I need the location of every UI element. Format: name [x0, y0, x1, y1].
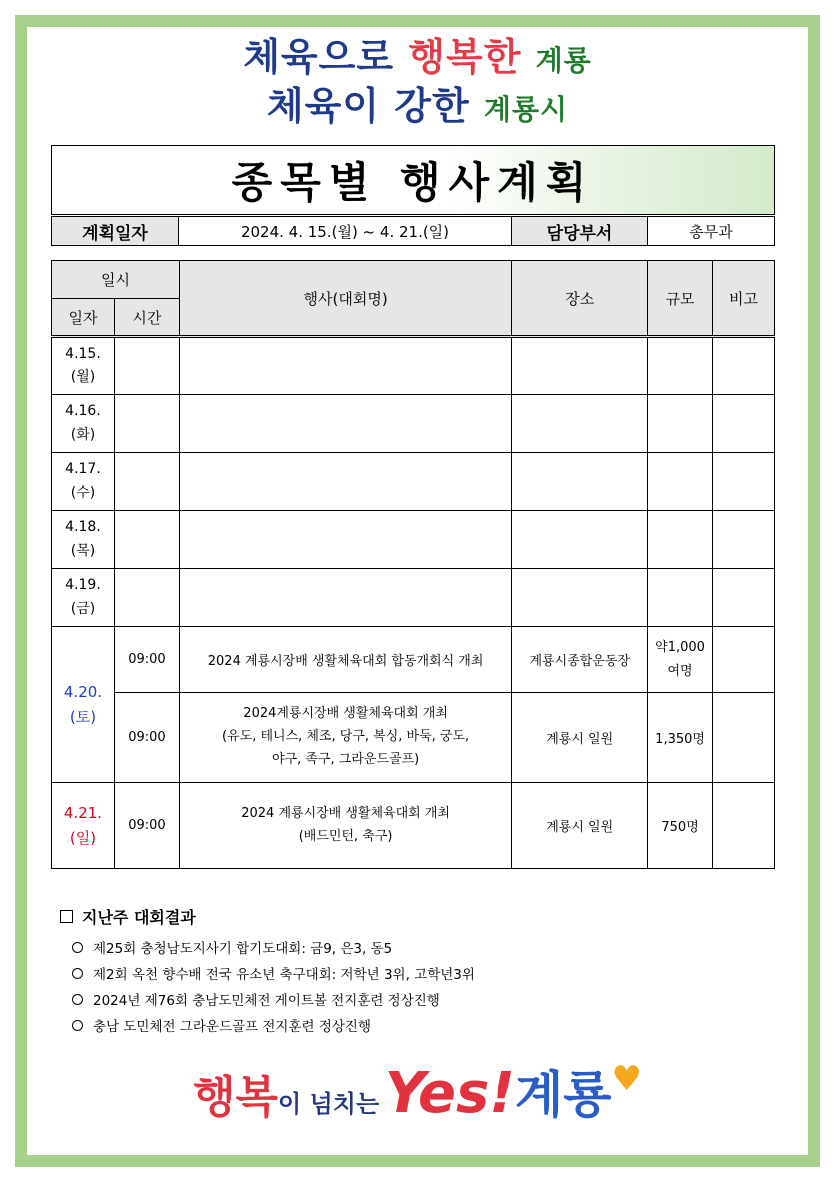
heart-icon: ♥	[611, 1059, 642, 1099]
result-text: 충남 도민체전 그라운드골프 전지훈련 정상진행	[93, 1019, 371, 1035]
day-text: (일)	[69, 828, 97, 847]
place-cell: 계룡시 일원	[512, 693, 648, 783]
list-item	[60, 934, 780, 960]
result-text: 2024년 제76회 충남도민체전 게이트볼 전지훈련 정상진행	[93, 993, 440, 1009]
table-row	[52, 337, 775, 395]
date-cell	[52, 337, 115, 395]
square-bullet-icon	[60, 910, 73, 923]
header-time: 시간	[114, 299, 179, 337]
result-text: 제25회 충청남도지사기 합기도대회: 금9, 은3, 동5	[93, 941, 393, 957]
date-text: 4.21.	[63, 803, 103, 822]
slogan-line-1	[0, 26, 835, 81]
results-heading	[60, 905, 780, 928]
table-row	[52, 511, 775, 569]
event-text: 2024계룡시장배 생활체육대회 개최	[243, 706, 448, 722]
last-week-results	[60, 905, 780, 1038]
list-item	[60, 1012, 780, 1038]
table-row	[52, 627, 775, 693]
date-text: 4.18.	[65, 519, 101, 536]
header-datetime: 일시	[52, 261, 180, 299]
circle-bullet-icon	[72, 994, 83, 1005]
slogan-text: 계룡시	[483, 93, 569, 126]
time-cell: 09:00	[114, 693, 179, 783]
date-text: 4.16.	[65, 403, 101, 420]
circle-bullet-icon	[72, 942, 83, 953]
table-row	[52, 783, 775, 869]
note-cell	[713, 693, 775, 783]
logo-text: 계룡	[514, 1066, 612, 1124]
scale-text: 여명	[667, 663, 693, 679]
date-cell	[52, 395, 115, 453]
note-cell	[713, 627, 775, 693]
date-text: 4.19.	[65, 577, 101, 594]
note-cell	[713, 783, 775, 869]
date-text: 4.15.	[65, 345, 101, 362]
header-event: 행사(대회명)	[179, 261, 511, 337]
schedule-table	[51, 260, 775, 869]
list-item	[60, 960, 780, 986]
circle-bullet-icon	[72, 1020, 83, 1031]
event-text: (배드민턴, 축구)	[298, 828, 393, 844]
list-item	[60, 986, 780, 1012]
day-text: (토)	[69, 707, 97, 726]
table-row	[52, 395, 775, 453]
header-place: 장소	[512, 261, 648, 337]
date-cell-saturday	[52, 627, 115, 783]
scale-text: 약1,000	[655, 640, 705, 656]
day-text: (금)	[70, 600, 96, 617]
slogan-line-2	[0, 75, 835, 130]
date-cell	[52, 511, 115, 569]
event-text: 2024 계룡시장배 생활체육대회 개최	[241, 805, 450, 821]
scale-cell: 750명	[648, 783, 713, 869]
header-date: 일자	[52, 299, 115, 337]
day-text: (수)	[70, 484, 96, 501]
date-cell	[52, 569, 115, 627]
date-text: 4.17.	[65, 461, 101, 478]
logo-text: Yes!	[384, 1061, 515, 1126]
table-row	[52, 569, 775, 627]
slogan-text: 체육으로	[243, 35, 395, 79]
header-scale: 규모	[648, 261, 713, 337]
document-title-box	[51, 145, 775, 215]
results-heading-text: 지난주 대회결과	[82, 908, 196, 927]
date-text: 4.20.	[63, 682, 103, 701]
event-cell	[179, 693, 511, 783]
table-row	[52, 693, 775, 783]
bottom-slogan-logo	[0, 1055, 835, 1127]
time-cell: 09:00	[114, 783, 179, 869]
result-text: 제2회 옥천 향수배 전국 유소년 축구대회: 저학년 3위, 고학년3위	[93, 967, 475, 983]
plan-info-table	[51, 216, 775, 246]
date-cell-sunday	[52, 783, 115, 869]
slogan-text: 체육	[266, 84, 343, 128]
scale-cell	[648, 627, 713, 693]
plan-date-value: 2024. 4. 15.(월) ~ 4. 21.(일)	[179, 217, 512, 246]
day-text: (화)	[70, 426, 96, 443]
dept-label: 담당부서	[512, 217, 648, 246]
slogan-text: 행복한	[408, 35, 522, 79]
scale-cell: 1,350명	[648, 693, 713, 783]
event-text: 야구, 족구, 그라운드골프)	[272, 751, 420, 767]
day-text: (월)	[70, 369, 96, 385]
day-text: (목)	[70, 542, 96, 559]
document-title: 종목별 행사계획	[231, 158, 595, 207]
event-cell	[179, 783, 511, 869]
table-row	[52, 453, 775, 511]
plan-date-label: 계획일자	[52, 217, 179, 246]
event-cell: 2024 계룡시장배 생활체육대회 합동개회식 개최	[179, 627, 511, 693]
circle-bullet-icon	[72, 968, 83, 979]
place-cell: 계룡시 일원	[512, 783, 648, 869]
logo-text: 행복	[193, 1072, 279, 1123]
logo-text: 이 넘치는	[278, 1090, 380, 1118]
time-cell: 09:00	[114, 627, 179, 693]
slogan-text: 이 강한	[342, 84, 470, 128]
place-cell: 계룡시종합운동장	[512, 627, 648, 693]
slogan-text: 계룡	[535, 44, 592, 77]
event-text: (유도, 테니스, 체조, 당구, 복싱, 바둑, 궁도,	[222, 729, 470, 745]
dept-value: 총무과	[648, 217, 775, 246]
date-cell	[52, 453, 115, 511]
header-note: 비고	[713, 261, 775, 337]
